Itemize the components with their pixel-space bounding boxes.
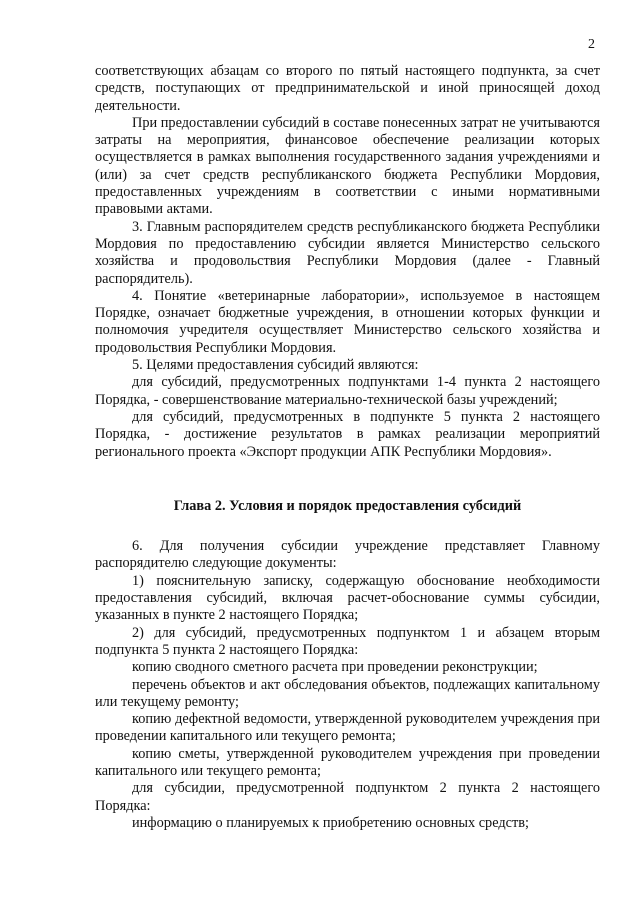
- document-body: [95, 63, 600, 832]
- paragraph: копию дефектной ведомости, утвержденной руководителем учреждения при проведении капитального или текущего ремонта;: [95, 711, 600, 745]
- paragraph: копию сводного сметного расчета при проведении реконструкции;: [132, 659, 538, 676]
- section-general-provisions: [95, 63, 600, 461]
- paragraph: для субсидий, предусмотренных в подпункте 5 пункта 2 настоящего Порядка, - достижение результатов в рамках реализации мероприятий регионального проекта «Экспорт продукции АПК Республики Мордовия».: [95, 408, 600, 460]
- paragraph: 6. Для получения субсидии учреждение представляет Главному распорядителю следующие документы:: [95, 538, 600, 572]
- paragraph: 5. Целями предоставления субсидий являются:: [132, 357, 419, 374]
- paragraph: 2) для субсидий, предусмотренных подпунктом 1 и абзацем вторым подпункта 5 пункта 2 настоящего Порядка:: [95, 624, 600, 658]
- paragraph: копию сметы, утвержденной руководителем учреждения при проведении капитального или текущего ремонта;: [95, 745, 600, 779]
- chapter-title: Глава 2. Условия и порядок предоставления субсидий: [173, 497, 522, 514]
- page-number: 2: [588, 37, 595, 52]
- paragraph: 4. Понятие «ветеринарные лаборатории», используемое в настоящем Порядке, означает бюджетные учреждения, в отношении которых функции и полномочия учредителя осуществляет Министерство сельского хозяйства и продовольствия Республики Мордовия.: [95, 287, 600, 356]
- paragraph: 1) пояснительную записку, содержащую обоснование необходимости предоставления субсидий, включая расчет-обоснование суммы субсидии, указанных в пункте 2 настоящего Порядка;: [95, 572, 600, 624]
- paragraph: перечень объектов и акт обследования объектов, подлежащих капитальному или текущему ремонту;: [95, 676, 600, 710]
- section-conditions: [95, 538, 600, 832]
- paragraph: 3. Главным распорядителем средств республиканского бюджета Республики Мордовия по предоставлению субсидии является Министерство сельского хозяйства и продовольствия Республики Мордовия (далее - Главный распорядитель).: [95, 218, 600, 287]
- paragraph: для субсидии, предусмотренной подпунктом 2 пункта 2 настоящего Порядка:: [95, 780, 600, 814]
- paragraph: для субсидий, предусмотренных подпунктами 1-4 пункта 2 настоящего Порядка, - совершенствование материально-технической базы учреждений;: [95, 374, 600, 408]
- paragraph: При предоставлении субсидий в составе понесенных затрат не учитываются затраты на мероприятия, финансовое обеспечение реализации которых осуществляется в рамках выполнения государственного задания учреждениями и (или) за счет средств республиканского бюджета Республики Мордовия, предоставленных учреждениям в соответствии с иными нормативными правовыми актами.: [95, 114, 600, 218]
- paragraph: информацию о планируемых к приобретению основных средств;: [132, 814, 529, 831]
- paragraph: соответствующих абзацам со второго по пятый настоящего подпункта, за счет средств, поступающих от предпринимательской и иной приносящей доход деятельности.: [95, 63, 600, 114]
